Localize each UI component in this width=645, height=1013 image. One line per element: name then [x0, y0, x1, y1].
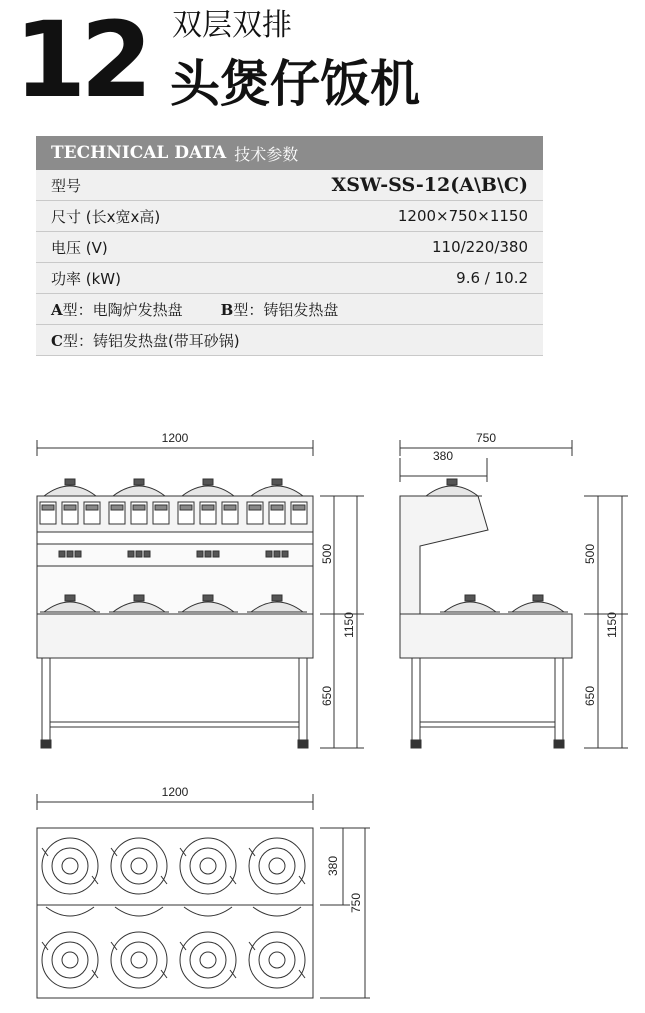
burner-center [200, 858, 216, 874]
burner-outer [42, 932, 98, 988]
spec-label: 尺寸 (长x宽x高) [51, 207, 161, 226]
burner-center [131, 858, 147, 874]
burner-ring [52, 942, 88, 978]
pot-knob [533, 595, 543, 601]
side-lower-height-label: 650 [583, 685, 597, 707]
burner-center [131, 952, 147, 968]
front-total-height-label: 1150 [342, 612, 356, 638]
spec-header-cn: 技术参数 [234, 144, 299, 164]
control-display [202, 505, 214, 510]
pot-lid [113, 486, 165, 496]
burner-outer [249, 838, 305, 894]
switch-button [59, 551, 65, 557]
pot-knob [65, 595, 75, 601]
burner-partial [184, 907, 232, 916]
burner-ring [52, 848, 88, 884]
switch-button [144, 551, 150, 557]
spec-value: 110/220/380 [432, 238, 528, 256]
control-display [224, 505, 236, 510]
title-line-1: 双层双排 [172, 8, 292, 43]
side-upper-depth-label: 380 [432, 449, 454, 463]
switch-button [213, 551, 219, 557]
control-display [133, 505, 145, 510]
switch-button [75, 551, 81, 557]
control-display [64, 505, 76, 510]
type-text: 型：铸铝发热盘(带耳砂锅) [62, 331, 240, 350]
top-width-label: 1200 [161, 785, 189, 799]
burner-ring [190, 848, 226, 884]
burner-center [62, 858, 78, 874]
pot-knob [203, 479, 213, 485]
spec-label: 电压 (V) [51, 238, 108, 257]
pot-lid [512, 602, 564, 612]
front-view [37, 440, 364, 748]
burner-ring [259, 942, 295, 978]
pot-lid [444, 602, 496, 612]
switch-button [136, 551, 142, 557]
switch-button [205, 551, 211, 557]
pot-knob [203, 595, 213, 601]
type-text: 型：电陶炉发热盘 [62, 300, 183, 319]
burner-outer [111, 932, 167, 988]
switch-button [274, 551, 280, 557]
burner-center [62, 952, 78, 968]
spec-value: XSW-SS-12(A\B\C) [331, 174, 528, 196]
side-depth-label: 750 [475, 431, 497, 445]
spec-value: 1200×750×1150 [397, 207, 528, 225]
side-total-height-label: 1150 [605, 612, 619, 638]
burner-center [269, 858, 285, 874]
control-display [249, 505, 261, 510]
top-depth-label: 750 [349, 892, 363, 914]
control-display [293, 505, 305, 510]
burner-ring [121, 942, 157, 978]
title-line-2: 头煲仔饭机 [170, 55, 420, 113]
pot-lid [182, 486, 234, 496]
burner-center [269, 952, 285, 968]
pot-knob [134, 595, 144, 601]
burner-partial [46, 907, 94, 916]
spec-header-en: TECHNICAL DATA [51, 143, 227, 163]
type-text: 型：铸铝发热盘 [233, 300, 339, 319]
type-letter: C [51, 331, 63, 350]
switch-button [128, 551, 134, 557]
model-number: 12 [14, 0, 147, 121]
switch-button [266, 551, 272, 557]
spec-label: 功率 (kW) [51, 269, 121, 288]
control-display [42, 505, 54, 510]
pot-knob [65, 479, 75, 485]
front-width-label: 1200 [161, 431, 189, 445]
pot-knob [447, 479, 457, 485]
pot-knob [465, 595, 475, 601]
type-letter: B [220, 300, 234, 319]
burner-outer [180, 932, 236, 988]
burner-outer [180, 838, 236, 894]
pot-lid [426, 486, 478, 496]
control-display [180, 505, 192, 510]
side-upper-height-label: 500 [583, 543, 597, 565]
front-lower-height-label: 650 [320, 685, 334, 707]
pot-knob [134, 479, 144, 485]
front-upper-height-label: 500 [320, 543, 334, 565]
top-upper-depth-label: 380 [326, 855, 340, 877]
burner-outer [111, 838, 167, 894]
switch-button [282, 551, 288, 557]
burner-partial [253, 907, 301, 916]
burner-ring [190, 942, 226, 978]
control-display [86, 505, 98, 510]
burner-ring [121, 848, 157, 884]
burner-center [200, 952, 216, 968]
control-display [271, 505, 283, 510]
switch-button [67, 551, 73, 557]
spec-label: 型号 [51, 176, 82, 195]
pot-knob [272, 595, 282, 601]
burner-ring [259, 848, 295, 884]
switch-button [197, 551, 203, 557]
burner-outer [42, 838, 98, 894]
pot-knob [272, 479, 282, 485]
spec-value: 9.6 / 10.2 [456, 269, 528, 287]
control-display [155, 505, 167, 510]
burner-outer [249, 932, 305, 988]
pot-lid [251, 486, 303, 496]
control-display [111, 505, 123, 510]
burner-partial [115, 907, 163, 916]
type-letter: A [51, 300, 63, 319]
pot-lid [44, 486, 96, 496]
